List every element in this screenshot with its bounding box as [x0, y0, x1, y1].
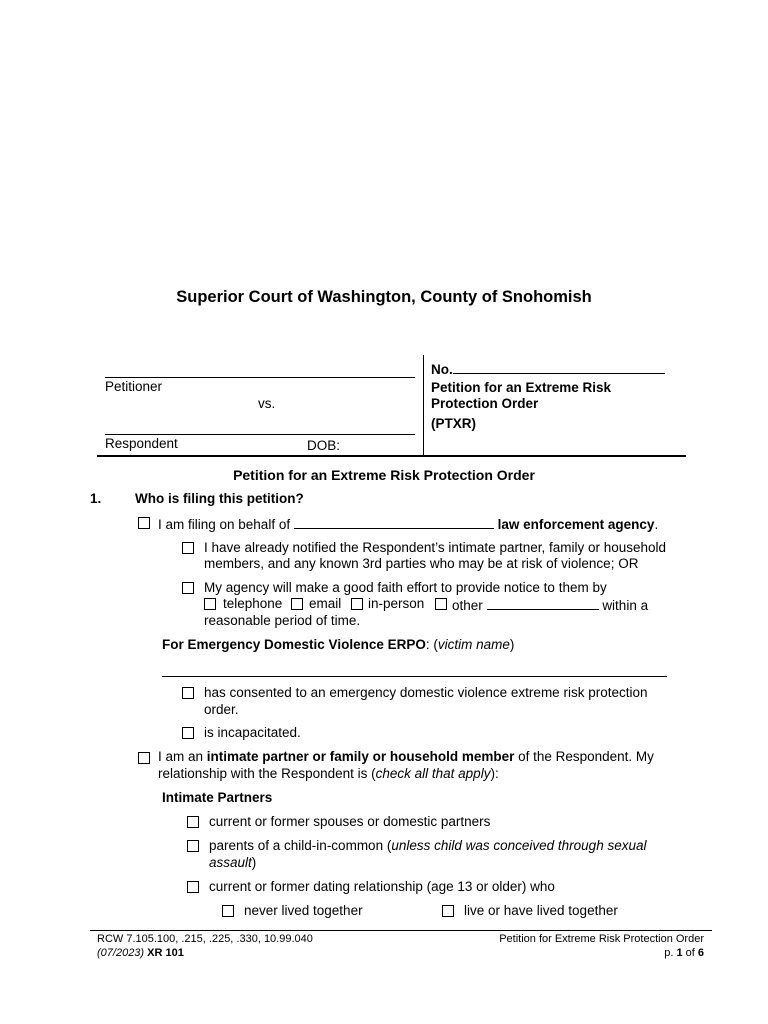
never-lived-label: never lived together — [244, 903, 363, 918]
caption-bottom-rule — [97, 455, 686, 457]
in-person-checkbox[interactable] — [351, 598, 363, 610]
in-person-label: in-person — [368, 596, 425, 611]
footer-rcw: RCW 7.105.100, .215, .225, .330, 10.99.040 — [97, 933, 313, 945]
other-option: other within a — [452, 598, 649, 613]
telephone-label: telephone — [223, 596, 283, 611]
other-checkbox[interactable] — [435, 598, 447, 610]
petitioner-label: Petitioner — [105, 379, 163, 394]
page-indicator: p. 1 of 6 — [664, 947, 704, 959]
email-label: email — [309, 596, 342, 611]
parents-line1: parents of a child-in-common (unless child was conceived through sexual — [209, 838, 647, 853]
agency-checkbox[interactable] — [138, 517, 150, 529]
parents-line2: assault) — [209, 855, 257, 870]
footer-form-code: (07/2023) XR 101 — [97, 947, 184, 959]
court-title: Superior Court of Washington, County of Snohomish — [176, 288, 592, 306]
intimate-family-checkbox[interactable] — [138, 752, 150, 764]
intimate-family-line1: I am an intimate partner or family or household member of the Respondent. My — [158, 749, 654, 764]
agency-option-text: I am filing on behalf of law enforcement agency. — [158, 517, 659, 532]
case-number-label: No. — [431, 360, 665, 377]
intimate-family-line2: relationship with the Respondent is (check all that apply): — [158, 766, 499, 781]
incapacitated-checkbox[interactable] — [182, 727, 194, 739]
notified-line1: I have already notified the Respondent’s intimate partner, family or household — [204, 540, 667, 555]
consented-line2: order. — [204, 702, 239, 717]
spouses-checkbox[interactable] — [187, 816, 199, 828]
caption-divider — [423, 355, 424, 455]
lived-label: live or have lived together — [464, 903, 618, 918]
good-faith-line1: My agency will make a good faith effort to provide notice to them by — [204, 580, 607, 595]
email-checkbox[interactable] — [291, 598, 303, 610]
respondent-name-line[interactable] — [105, 434, 415, 435]
good-faith-checkbox[interactable] — [182, 582, 194, 594]
spouses-label: current or former spouses or domestic partners — [209, 814, 491, 829]
other-method-field[interactable] — [487, 596, 599, 610]
notified-line2: members, and any known 3rd parties who may be at risk of violence; OR — [204, 556, 639, 571]
lived-checkbox[interactable] — [442, 905, 454, 917]
footer-title: Petition for Extreme Risk Protection Order — [499, 933, 704, 945]
notified-checkbox[interactable] — [182, 542, 194, 554]
vs-label: vs. — [258, 396, 276, 411]
dating-label: current or former dating relationship (age 13 or older) who — [209, 879, 555, 894]
consented-line1: has consented to an emergency domestic violence extreme risk protection — [204, 685, 648, 700]
doc-code: (PTXR) — [431, 416, 476, 431]
dob-label: DOB: — [307, 438, 341, 453]
section-heading: Who is filing this petition? — [135, 491, 304, 506]
section-number: 1. — [90, 491, 102, 506]
telephone-checkbox[interactable] — [204, 598, 216, 610]
intimate-partners-heading: Intimate Partners — [162, 790, 273, 805]
doc-title-line1: Petition for an Extreme Risk — [431, 380, 612, 395]
form-title: Petition for an Extreme Risk Protection Order — [233, 467, 535, 483]
consented-checkbox[interactable] — [182, 687, 194, 699]
victim-name-field[interactable] — [162, 676, 667, 677]
case-number-field[interactable] — [453, 360, 665, 374]
parents-checkbox[interactable] — [187, 840, 199, 852]
footer-rule — [90, 930, 712, 931]
agency-name-field[interactable] — [294, 515, 494, 529]
petitioner-name-line[interactable] — [105, 377, 415, 378]
good-faith-line3: reasonable period of time. — [204, 613, 361, 628]
emergency-label: For Emergency Domestic Violence ERPO: (victim name) — [162, 637, 515, 652]
doc-title-line2: Protection Order — [431, 396, 539, 411]
respondent-label: Respondent — [105, 436, 178, 451]
dating-checkbox[interactable] — [187, 881, 199, 893]
never-lived-checkbox[interactable] — [222, 905, 234, 917]
incapacitated-label: is incapacitated. — [204, 725, 301, 740]
